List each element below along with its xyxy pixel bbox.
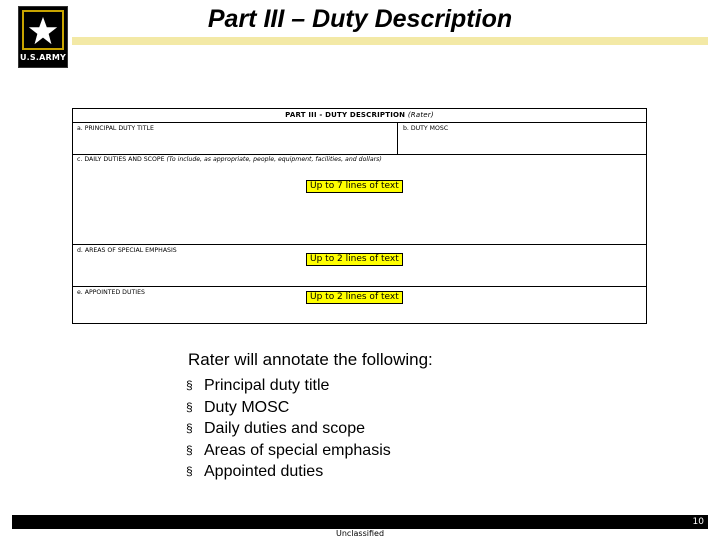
footer-bar bbox=[12, 515, 708, 529]
duty-mosc-label: b. DUTY MOSC bbox=[403, 125, 449, 132]
bullet-marker: § bbox=[186, 421, 193, 435]
form-header-suffix: (Rater) bbox=[407, 111, 434, 119]
appointed-duties-note: Up to 2 lines of text bbox=[306, 291, 403, 304]
list-item bbox=[186, 461, 391, 483]
form-header bbox=[73, 109, 646, 123]
special-emphasis-note: Up to 2 lines of text bbox=[306, 253, 403, 266]
bullet-marker: § bbox=[186, 442, 193, 457]
list-item-text: Areas of special emphasis bbox=[204, 441, 391, 459]
daily-duties-note: Up to 7 lines of text bbox=[306, 180, 403, 193]
logo-text: U.S.ARMY bbox=[19, 53, 67, 62]
list-item-text: Daily duties and scope bbox=[204, 420, 365, 437]
list-item bbox=[186, 418, 391, 440]
daily-duties-label-text: c. DAILY DUTIES AND SCOPE bbox=[77, 156, 165, 163]
list-item bbox=[186, 440, 391, 462]
title-underline-bar bbox=[72, 37, 708, 45]
list-item bbox=[186, 397, 391, 419]
page-title: Part III – Duty Description bbox=[207, 5, 513, 33]
instructions-intro: Rater will annotate the following: bbox=[188, 350, 433, 369]
principal-duty-title-cell bbox=[73, 122, 398, 154]
list-item-text: Duty MOSC bbox=[204, 398, 290, 416]
daily-duties-label bbox=[77, 156, 382, 163]
annotation-list bbox=[186, 375, 391, 483]
form-header-title: PART III - DUTY DESCRIPTION bbox=[285, 111, 406, 119]
bullet-marker: § bbox=[186, 399, 193, 414]
principal-duty-title-label: a. PRINCIPAL DUTY TITLE bbox=[77, 125, 154, 132]
page-number: 10 bbox=[692, 517, 704, 527]
list-item bbox=[186, 375, 391, 397]
appointed-duties-label: e. APPOINTED DUTIES bbox=[77, 289, 145, 296]
classification-label: Unclassified bbox=[335, 529, 385, 538]
form-row-daily-duties bbox=[73, 154, 646, 245]
daily-duties-hint: (To include, as appropriate, people, equipment, facilities, and dollars) bbox=[166, 156, 382, 163]
special-emphasis-label: d. AREAS OF SPECIAL EMPHASIS bbox=[77, 247, 177, 254]
bullet-marker: § bbox=[186, 464, 193, 478]
list-item-text: Appointed duties bbox=[204, 463, 324, 480]
list-item-text: Principal duty title bbox=[204, 377, 330, 394]
bullet-marker: § bbox=[186, 378, 193, 392]
form-row-duty-title bbox=[73, 122, 646, 155]
